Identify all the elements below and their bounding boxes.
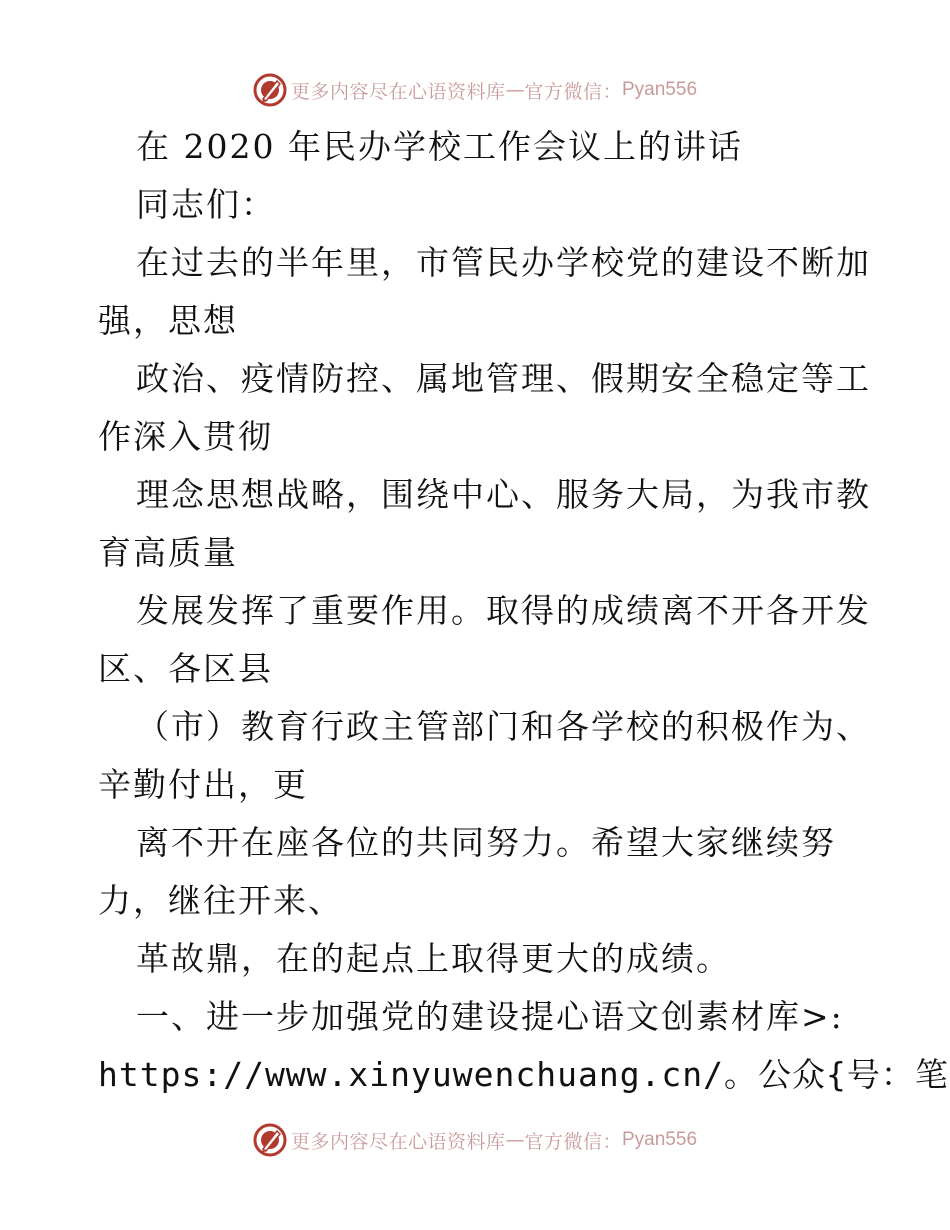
banner-wechat-id: Pyan556 [622,79,698,100]
paragraph-line: 力，继往开来、 [98,881,343,920]
paragraph-line: 政治、疫情防控、属地管理、假期安全稳定等工 [136,359,871,398]
banner-text: 更多内容尽在心语资料库 [290,80,506,103]
banner-separator: — [505,1129,525,1151]
banner-separator: — [505,79,525,101]
section-heading-line: 一、进一步加强党的建设提心语文创素材库>: [136,997,844,1036]
document-title: 在 2020 年民办学校工作会议上的讲话 [136,127,743,166]
banner-wechat-label: 官方微信： [524,80,622,103]
banner-wechat-id: Pyan556 [622,1129,698,1150]
paragraph-line: 育高质量 [98,533,238,572]
paragraph-line: 区、各区县 [98,649,273,688]
pen-logo-icon [253,73,287,107]
paragraph-line: 强，思想 [98,301,238,340]
paragraph-line: 离不开在座各位的共同努力。希望大家继续努 [136,823,836,862]
pen-logo-icon [253,1123,287,1157]
paragraph-line: 理念思想战略，围绕中心、服务大局，为我市教 [136,475,871,514]
banner-text: 更多内容尽在心语资料库 [290,1130,506,1153]
paragraph-line: 革故鼎，在的起点上取得更大的成绩。 [136,939,731,978]
paragraph-line: 辛勤付出，更 [98,765,308,804]
paragraph-line: 发展发挥了重要作用。取得的成绩离不开各开发 [136,591,871,630]
paragraph-line: 在过去的半年里，市管民办学校党的建设不断加 [136,243,871,282]
paragraph-line: （市）教育行政主管部门和各学校的积极作为、 [136,707,871,746]
document-body [98,118,949,1104]
paragraph-line: 作深入贯彻 [98,417,273,456]
url-line: https://www.xinyuwenchuang.cn/。公众{号：笔 [98,1055,949,1094]
banner-wechat-label: 官方微信： [524,1130,622,1153]
footer-banner [0,1120,950,1160]
salutation-line: 同志们： [136,185,276,224]
header-banner [0,70,950,110]
